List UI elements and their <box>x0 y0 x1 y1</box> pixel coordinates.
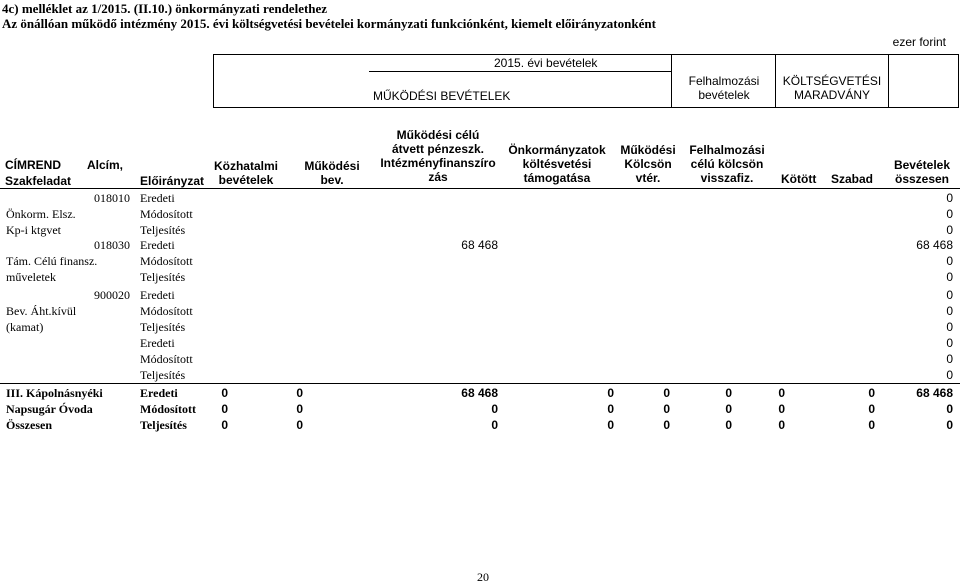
total-name-line1: III. Kápolnásnyéki <box>6 386 103 400</box>
row-total: 0 <box>946 304 953 318</box>
total-top-border <box>0 383 960 384</box>
row-label: Módosított <box>140 304 193 318</box>
row-total: 0 <box>946 270 953 284</box>
col-felh-kolcson <box>680 143 774 185</box>
col-osszesen-line2: összesen <box>894 172 950 186</box>
total-cell: 0 <box>296 386 303 400</box>
felhalmozasi-header <box>676 74 772 102</box>
total-cell: 68 468 <box>461 386 498 400</box>
col-osszesen <box>884 158 960 186</box>
row-label: Teljesítés <box>140 270 186 284</box>
year-header: 2015. évi bevételek <box>494 56 598 70</box>
col-atvett <box>370 128 506 184</box>
row-total: 0 <box>946 191 953 205</box>
felhalmozasi-header-line1: Felhalmozási <box>688 74 760 88</box>
group-code: 018010 <box>94 191 130 205</box>
col-osszesen-line1: Bevételek <box>893 158 951 172</box>
col-mukodesi-bev <box>292 159 372 187</box>
total-cell: 0 <box>778 386 785 400</box>
row-label: Eredeti <box>140 238 175 252</box>
col-atvett-line1: Működési célú <box>396 128 480 142</box>
row-total: 68 468 <box>916 238 953 252</box>
group-name-line2: Kp-i ktgvet <box>6 223 61 237</box>
row-total: 0 <box>946 336 953 350</box>
header-left-border <box>213 54 214 108</box>
col-kolcson-line3: vtér. <box>635 171 661 185</box>
header-top-border <box>213 54 959 55</box>
group-code: 900020 <box>94 288 130 302</box>
total-cell: 0 <box>725 418 732 432</box>
total-cell: 0 <box>663 386 670 400</box>
unit-label: ezer forint <box>892 35 946 49</box>
col-atvett-line2: átvett pénzeszk. <box>391 142 485 156</box>
total-cell: 0 <box>296 418 303 432</box>
col-atvett-line4: zás <box>428 170 448 184</box>
total-cell: 0 <box>868 402 875 416</box>
col-alcim: Alcím, <box>87 158 124 172</box>
maradvany-header-line1: KÖLTSÉGVETÉSI <box>782 74 882 88</box>
row-total: 0 <box>946 254 953 268</box>
row-label: Módosított <box>140 352 193 366</box>
col-kozhatalmi <box>213 159 279 187</box>
felhalmozasi-header-line2: bevételek <box>698 88 750 102</box>
row-label: Módosított <box>140 207 193 221</box>
total-cell: 0 <box>946 402 953 416</box>
row-label: Módosított <box>140 254 193 268</box>
row-total: 0 <box>946 352 953 366</box>
col-mukodesi-bev-line1: Működési <box>304 159 360 173</box>
total-cell: 0 <box>868 418 875 432</box>
col-mukodesi-bev-line2: bev. <box>320 173 344 187</box>
title-line-1: 4c) melléklet az 1/2015. (II.10.) önkormányzati rendelethez <box>2 1 328 16</box>
col-onk-line2: költésvetési <box>522 157 592 171</box>
row-label: Eredeti <box>140 336 175 350</box>
maradvany-header-line2: MARADVÁNY <box>793 88 870 102</box>
title-line-2: Az önállóan működő intézmény 2015. évi költségvetési bevételei kormányzati funkciónként, kiemelt előirányzatonként <box>2 16 656 31</box>
row-total: 0 <box>946 207 953 221</box>
col-cimrend: CÍMREND <box>5 158 61 172</box>
total-cell: 0 <box>491 402 498 416</box>
col-felh-kolcson-line3: visszafiz. <box>700 171 754 185</box>
total-row-label: Eredeti <box>140 386 178 400</box>
total-cell: 0 <box>663 418 670 432</box>
total-cell: 0 <box>607 402 614 416</box>
group-name-line1: Tám. Célú finansz. <box>6 254 98 268</box>
group-name-line1: Bev. Áht.kívül <box>6 304 77 318</box>
group-code: 018030 <box>94 238 130 252</box>
col-kolcson-line1: Működési <box>620 143 676 157</box>
col-onk-line1: Önkormányzatok <box>508 143 606 157</box>
row-label: Teljesítés <box>140 368 186 382</box>
total-cell: 0 <box>221 402 228 416</box>
row-atvett: 68 468 <box>461 238 498 252</box>
row-label: Eredeti <box>140 288 175 302</box>
column-header-underline <box>0 188 960 189</box>
total-cell: 0 <box>296 402 303 416</box>
col-onk-line3: támogatása <box>523 171 591 185</box>
col-eloiranyzat: Előirányzat <box>140 174 205 188</box>
row-label: Eredeti <box>140 191 175 205</box>
total-cell: 68 468 <box>916 386 953 400</box>
col-kotott: Kötött <box>781 172 817 186</box>
total-cell: 0 <box>778 418 785 432</box>
header-bottom-border <box>213 107 959 108</box>
total-cell: 0 <box>491 418 498 432</box>
header-right-border <box>958 54 959 108</box>
maradvany-header <box>776 74 888 102</box>
group-name-line2: műveletek <box>6 270 56 284</box>
col-kolcson <box>614 143 682 185</box>
row-total: 0 <box>946 223 953 237</box>
total-cell: 0 <box>868 386 875 400</box>
total-row-label: Módosított <box>140 402 196 416</box>
total-cell: 0 <box>663 402 670 416</box>
total-cell: 0 <box>725 386 732 400</box>
total-name-line2: Napsugár Óvoda <box>6 402 93 416</box>
row-total: 0 <box>946 368 953 382</box>
group-name-line2: (kamat) <box>6 320 44 334</box>
col-atvett-line3: Intézményfinanszíro <box>380 156 496 170</box>
total-cell: 0 <box>607 418 614 432</box>
group-name-line1: Önkorm. Elsz. <box>6 207 76 221</box>
col-szakfeladat: Szakfeladat <box>5 174 72 188</box>
total-cell: 0 <box>607 386 614 400</box>
col-kozhatalmi-line2: bevételek <box>218 173 274 187</box>
col-felh-kolcson-line1: Felhalmozási <box>689 143 765 157</box>
row-label: Teljesítés <box>140 320 186 334</box>
page-number: 20 <box>477 570 489 584</box>
row-total: 0 <box>946 288 953 302</box>
col-szabad: Szabad <box>831 172 874 186</box>
total-cell: 0 <box>778 402 785 416</box>
total-name-line3: Összesen <box>6 418 52 432</box>
row-label: Teljesítés <box>140 223 186 237</box>
header-divider-1 <box>671 54 672 108</box>
total-cell: 0 <box>221 418 228 432</box>
year-underline <box>369 71 671 72</box>
col-kozhatalmi-line1: Közhatalmi <box>213 159 278 173</box>
col-felh-kolcson-line2: célú kölcsön <box>690 157 764 171</box>
col-onkormanyzatok <box>502 143 612 185</box>
mukodesi-header: MŰKÖDÉSI BEVÉTELEK <box>373 89 511 103</box>
total-row-label: Teljesítés <box>140 418 187 432</box>
total-cell: 0 <box>946 418 953 432</box>
total-cell: 0 <box>221 386 228 400</box>
header-divider-3 <box>888 54 889 108</box>
col-kolcson-line2: Kölcsön <box>624 157 672 171</box>
total-cell: 0 <box>725 402 732 416</box>
row-total: 0 <box>946 320 953 334</box>
